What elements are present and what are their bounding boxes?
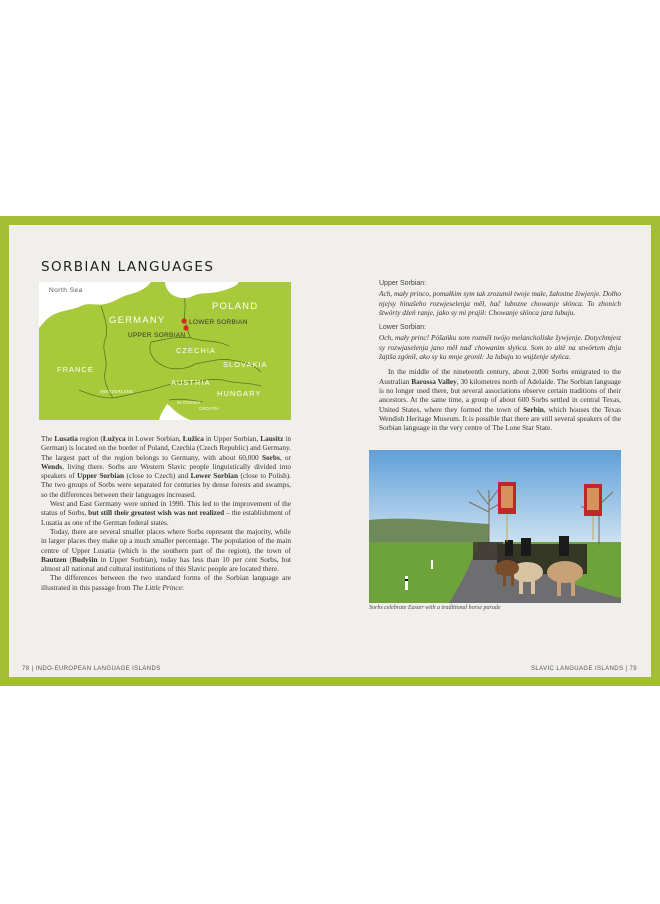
photo-caption: Sorbs celebrate Easter with a traditional horse parade	[369, 605, 501, 611]
map-label-north-sea: North Sea	[49, 287, 83, 294]
map-label-czechia: CZECHIA	[176, 346, 216, 355]
page-title: SORBIAN LANGUAGES	[41, 259, 215, 275]
map-label-germany: GERMANY	[109, 315, 166, 326]
lower-sorbian-label: Lower Sorbian:	[379, 324, 427, 332]
map-label-poland: POLAND	[212, 301, 259, 312]
left-column-text	[41, 434, 291, 592]
footer-left: 78 | INDO-EUROPEAN LANGUAGE ISLANDS	[22, 666, 161, 672]
map-label-croatia: CROATIA	[199, 406, 220, 411]
left-paragraph-1: The Lusatia region (Łužyca in Lower Sorbian, Łužica in Upper Sorbian, Lausitz in German) is located on the border of Poland, Czechia (Czech Republic) and Germany. The largest part of the region belongs to Germany, with about 60,000 Sorbs, or Wends, living there. Sorbs are Western Slavic people linguistically divided into speakers of Upper Sorbian (close to Czech) and Lower Sorbian (close to Polish). The two groups of Sorbs were separated for centuries by dense forests and swamps, so the differences between their languages increased.	[41, 434, 292, 499]
easter-parade-photo	[369, 450, 621, 603]
left-paragraph-4: The differences between the two standard forms of the Sorbian language are illustrated in this passage from The Little Prince:	[41, 573, 291, 592]
page-surface	[9, 225, 651, 677]
left-paragraph-2: West and East Germany were united in 1990. This led to the improvement of the status of Sorbs, but still their greatest wish was not realized – the establishment of Lusatia as one of the German federal states.	[41, 499, 291, 527]
lower-sorbian-marker	[181, 318, 186, 323]
map-label-france: FRANCE	[57, 365, 94, 374]
map-label-hungary: HUNGARY	[217, 389, 262, 398]
upper-sorbian-marker	[183, 325, 188, 330]
lower-sorbian-quote: Och, mały princ! Póšańku som rozměł twójo melancholiske žywjenje. Dotychmjest sy rozwjaselenja jano měł naď chowanim słyńca. Som to altě na stwórtem dnju žajtša zgónił, ako sy ku mnje gronił: Ja lubuju to wujźenje słyńca.	[379, 333, 621, 362]
right-column-text	[379, 279, 621, 432]
region-map	[39, 282, 291, 420]
map-label-upper-sorbian: UPPER SORBIAN	[128, 332, 186, 339]
map-label-switzerland: SWITZERLAND	[100, 389, 134, 394]
book-spread	[0, 216, 660, 686]
left-paragraph-3: Today, there are several smaller places where Sorbs represent the majority, while in larger places they make up a much smaller percentage. The population of the main centre of Upper Lusatia (which is the southern part of the region), the town of Bautzen (Budyšin in Upper Sorbian), today has less than 10 per cent Sorbs, but almost all national and cultural institutions of this Slavic people are located there.	[41, 526, 291, 574]
map-label-slovenia: SLOVENIA	[177, 400, 201, 405]
map-label-lower-sorbian: LOWER SORBIAN	[189, 319, 248, 326]
upper-sorbian-quote: Ach, mały princo, pomałkim sym tak zrozumił twoje małe, žałostne žiwjenje. Dołho njejsy hinašeho rozwjeselenja měł, hač lubozne chowanje słónca. To zhonich štwórty dźeń ranje, jako sy mi prajił: Chowanje słónca jara lubuju.	[379, 289, 621, 317]
right-paragraph-1: In the middle of the nineteenth century, about 2,000 Sorbs emigrated to the Australian Barossa Valley, 30 kilometres north of Adelaide. The Sorbian language is no longer used there, but several associations observe certain traditions of their ancestors. At the same time, a group of about 600 Sorbs settled in central Texas, United States, where they formed the town of Serbin, which houses the Texas Wendish Heritage Museum. It is possible that there are still several speakers of the Sorbian language in the very centre of The Lone Star State.	[379, 367, 621, 433]
map-label-slovakia: SLOVAKIA	[223, 360, 268, 369]
map-label-austria: AUSTRIA	[171, 378, 211, 387]
upper-sorbian-label: Upper Sorbian:	[379, 280, 427, 287]
footer-right: SLAVIC LANGUAGE ISLANDS | 79	[530, 666, 637, 672]
